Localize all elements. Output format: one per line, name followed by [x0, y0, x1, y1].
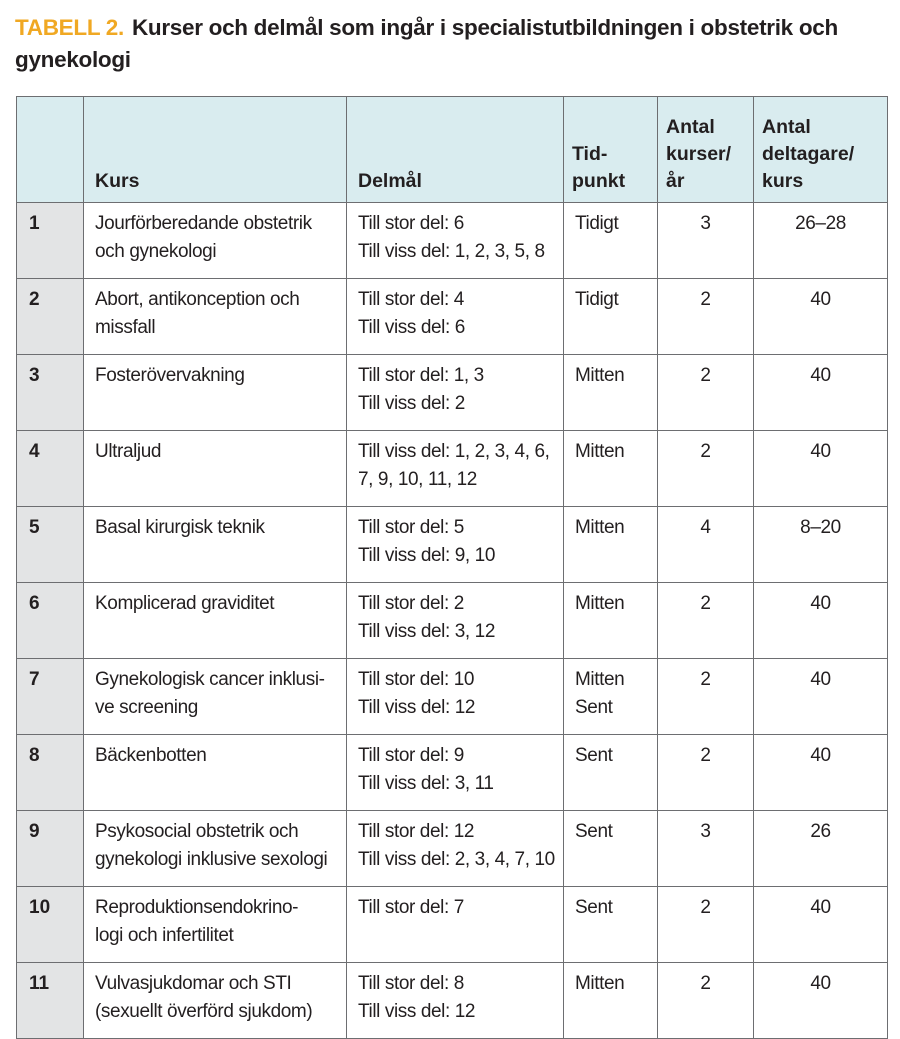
- timing: [564, 203, 658, 279]
- timing-line: Tidigt: [575, 213, 619, 234]
- course-name: [84, 887, 347, 963]
- timing: [564, 507, 658, 583]
- course-name: [84, 355, 347, 431]
- header-number: [17, 97, 84, 203]
- row-number: 7: [17, 659, 84, 735]
- sub-goals: [347, 431, 564, 507]
- course-name-line: Vulvasjukdomar och STI: [95, 973, 292, 994]
- row-number: 9: [17, 811, 84, 887]
- header-antal-deltagare: [754, 97, 888, 203]
- sub-goals: [347, 811, 564, 887]
- header-antal-kurser: [658, 97, 754, 203]
- course-name-line: logi och infertilitet: [95, 925, 234, 946]
- sub-goals: [347, 583, 564, 659]
- sub-goals-line: Till viss del: 9, 10: [358, 545, 496, 566]
- participants-per-course: 40: [754, 431, 888, 507]
- course-name: [84, 811, 347, 887]
- row-number: 4: [17, 431, 84, 507]
- sub-goals: [347, 203, 564, 279]
- course-name-line: Ultraljud: [95, 441, 162, 462]
- sub-goals: [347, 355, 564, 431]
- table-body: [17, 203, 888, 1039]
- sub-goals-line: Till viss del: 12: [358, 697, 476, 718]
- courses-per-year: 4: [658, 507, 754, 583]
- sub-goals-line: Till viss del: 6: [358, 317, 465, 338]
- participants-per-course: 40: [754, 735, 888, 811]
- courses-per-year: 2: [658, 887, 754, 963]
- timing-line: Mitten: [575, 517, 625, 538]
- course-name: [84, 963, 347, 1039]
- timing-line: Sent: [575, 821, 613, 842]
- participants-per-course: 40: [754, 659, 888, 735]
- row-number: 3: [17, 355, 84, 431]
- table-row: [17, 431, 888, 507]
- table-row: [17, 507, 888, 583]
- timing: [564, 887, 658, 963]
- sub-goals: [347, 963, 564, 1039]
- header-antal-deltagare-line: kurs: [762, 170, 804, 192]
- sub-goals: [347, 279, 564, 355]
- courses-per-year: 2: [658, 735, 754, 811]
- sub-goals-line: Till viss del: 2, 3, 4, 7, 10: [358, 849, 555, 870]
- course-name-line: (sexuellt överförd sjukdom): [95, 1001, 313, 1022]
- header-antal-kurser-line: kurser/: [666, 143, 732, 165]
- timing: [564, 659, 658, 735]
- table-row: [17, 887, 888, 963]
- courses-per-year: 3: [658, 203, 754, 279]
- header-delmal: Delmål: [347, 97, 564, 203]
- sub-goals: [347, 659, 564, 735]
- sub-goals-line: Till viss del: 1, 2, 3, 4, 6,: [358, 441, 550, 462]
- participants-per-course: 40: [754, 887, 888, 963]
- timing: [564, 279, 658, 355]
- row-number: 10: [17, 887, 84, 963]
- course-name: [84, 583, 347, 659]
- sub-goals-line: Till stor del: 2: [358, 593, 464, 614]
- sub-goals-line: Till viss del: 3, 12: [358, 621, 496, 642]
- courses-per-year: 2: [658, 659, 754, 735]
- sub-goals-line: Till viss del: 12: [358, 1001, 476, 1022]
- table-row: [17, 659, 888, 735]
- participants-per-course: 40: [754, 279, 888, 355]
- course-name-line: Psykosocial obstetrik och: [95, 821, 299, 842]
- sub-goals-line: Till stor del: 1, 3: [358, 365, 484, 386]
- timing: [564, 583, 658, 659]
- course-name-line: Gynekologisk cancer inklusi-: [95, 669, 325, 690]
- courses-per-year: 2: [658, 279, 754, 355]
- participants-per-course: 26: [754, 811, 888, 887]
- courses-per-year: 2: [658, 431, 754, 507]
- course-name-line: missfall: [95, 317, 156, 338]
- sub-goals-line: Till stor del: 9: [358, 745, 464, 766]
- row-number: 8: [17, 735, 84, 811]
- sub-goals-line: Till stor del: 7: [358, 897, 464, 918]
- timing-line: Mitten: [575, 365, 625, 386]
- courses-per-year: 3: [658, 811, 754, 887]
- header-tidpunkt-line: punkt: [572, 170, 626, 192]
- timing-line: Sent: [575, 745, 613, 766]
- course-table: [16, 96, 888, 1039]
- sub-goals: [347, 735, 564, 811]
- course-name-line: gynekologi inklusive sexologi: [95, 849, 328, 870]
- row-number: 1: [17, 203, 84, 279]
- sub-goals-line: Till stor del: 6: [358, 213, 464, 234]
- course-name-line: Abort, antikonception och: [95, 289, 300, 310]
- table-row: [17, 583, 888, 659]
- sub-goals-line: Till stor del: 5: [358, 517, 464, 538]
- header-antal-deltagare-line: Antal: [762, 116, 811, 138]
- course-name-line: Bäckenbotten: [95, 745, 207, 766]
- table-row: [17, 279, 888, 355]
- table-title: [15, 12, 885, 76]
- timing: [564, 811, 658, 887]
- timing-line: Sent: [575, 897, 613, 918]
- table-row: [17, 735, 888, 811]
- course-name: [84, 659, 347, 735]
- timing: [564, 355, 658, 431]
- course-name-line: Fosterövervakning: [95, 365, 245, 386]
- course-name: [84, 203, 347, 279]
- row-number: 11: [17, 963, 84, 1039]
- timing-line: Mitten: [575, 973, 625, 994]
- header-antal-kurser-line: år: [666, 170, 685, 192]
- timing: [564, 431, 658, 507]
- courses-per-year: 2: [658, 355, 754, 431]
- participants-per-course: 40: [754, 355, 888, 431]
- sub-goals-line: Till stor del: 10: [358, 669, 475, 690]
- table-caption: Kurser och delmål som ingår i specialistutbildningen i obstetrik och gynekologi: [15, 15, 838, 72]
- sub-goals-line: Till viss del: 3, 11: [358, 773, 494, 794]
- sub-goals-line: Till viss del: 1, 2, 3, 5, 8: [358, 241, 545, 262]
- table-label: TABELL 2.: [15, 15, 124, 40]
- course-name-line: och gynekologi: [95, 241, 217, 262]
- course-name-line: Komplicerad graviditet: [95, 593, 275, 614]
- header-tidpunkt-line: Tid-: [572, 143, 608, 165]
- participants-per-course: 26–28: [754, 203, 888, 279]
- header-row: [17, 97, 888, 203]
- course-name-line: Basal kirurgisk teknik: [95, 517, 265, 538]
- courses-per-year: 2: [658, 583, 754, 659]
- sub-goals-line: Till viss del: 2: [358, 393, 465, 414]
- sub-goals-line: Till stor del: 8: [358, 973, 464, 994]
- participants-per-course: 40: [754, 963, 888, 1039]
- course-name: [84, 735, 347, 811]
- course-name-line: Jourförberedande obstetrik: [95, 213, 312, 234]
- header-antal-kurser-line: Antal: [666, 116, 715, 138]
- row-number: 5: [17, 507, 84, 583]
- header-kurs: Kurs: [84, 97, 347, 203]
- table-row: [17, 203, 888, 279]
- row-number: 2: [17, 279, 84, 355]
- timing: [564, 963, 658, 1039]
- sub-goals: [347, 507, 564, 583]
- sub-goals-line: Till stor del: 12: [358, 821, 475, 842]
- course-name: [84, 279, 347, 355]
- timing-line: Tidigt: [575, 289, 619, 310]
- timing-line: Mitten: [575, 669, 625, 690]
- timing-line: Mitten: [575, 441, 625, 462]
- table-row: [17, 355, 888, 431]
- sub-goals: [347, 887, 564, 963]
- header-antal-deltagare-line: deltagare/: [762, 143, 855, 165]
- course-name-line: Reproduktionsendokrino-: [95, 897, 299, 918]
- table-row: [17, 963, 888, 1039]
- sub-goals-line: Till stor del: 4: [358, 289, 464, 310]
- row-number: 6: [17, 583, 84, 659]
- course-name: [84, 431, 347, 507]
- participants-per-course: 8–20: [754, 507, 888, 583]
- course-name-line: ve screening: [95, 697, 198, 718]
- table-row: [17, 811, 888, 887]
- courses-per-year: 2: [658, 963, 754, 1039]
- participants-per-course: 40: [754, 583, 888, 659]
- sub-goals-line: 7, 9, 10, 11, 12: [358, 469, 477, 490]
- header-tidpunkt: [564, 97, 658, 203]
- timing-line: Sent: [575, 697, 613, 718]
- timing: [564, 735, 658, 811]
- course-name: [84, 507, 347, 583]
- timing-line: Mitten: [575, 593, 625, 614]
